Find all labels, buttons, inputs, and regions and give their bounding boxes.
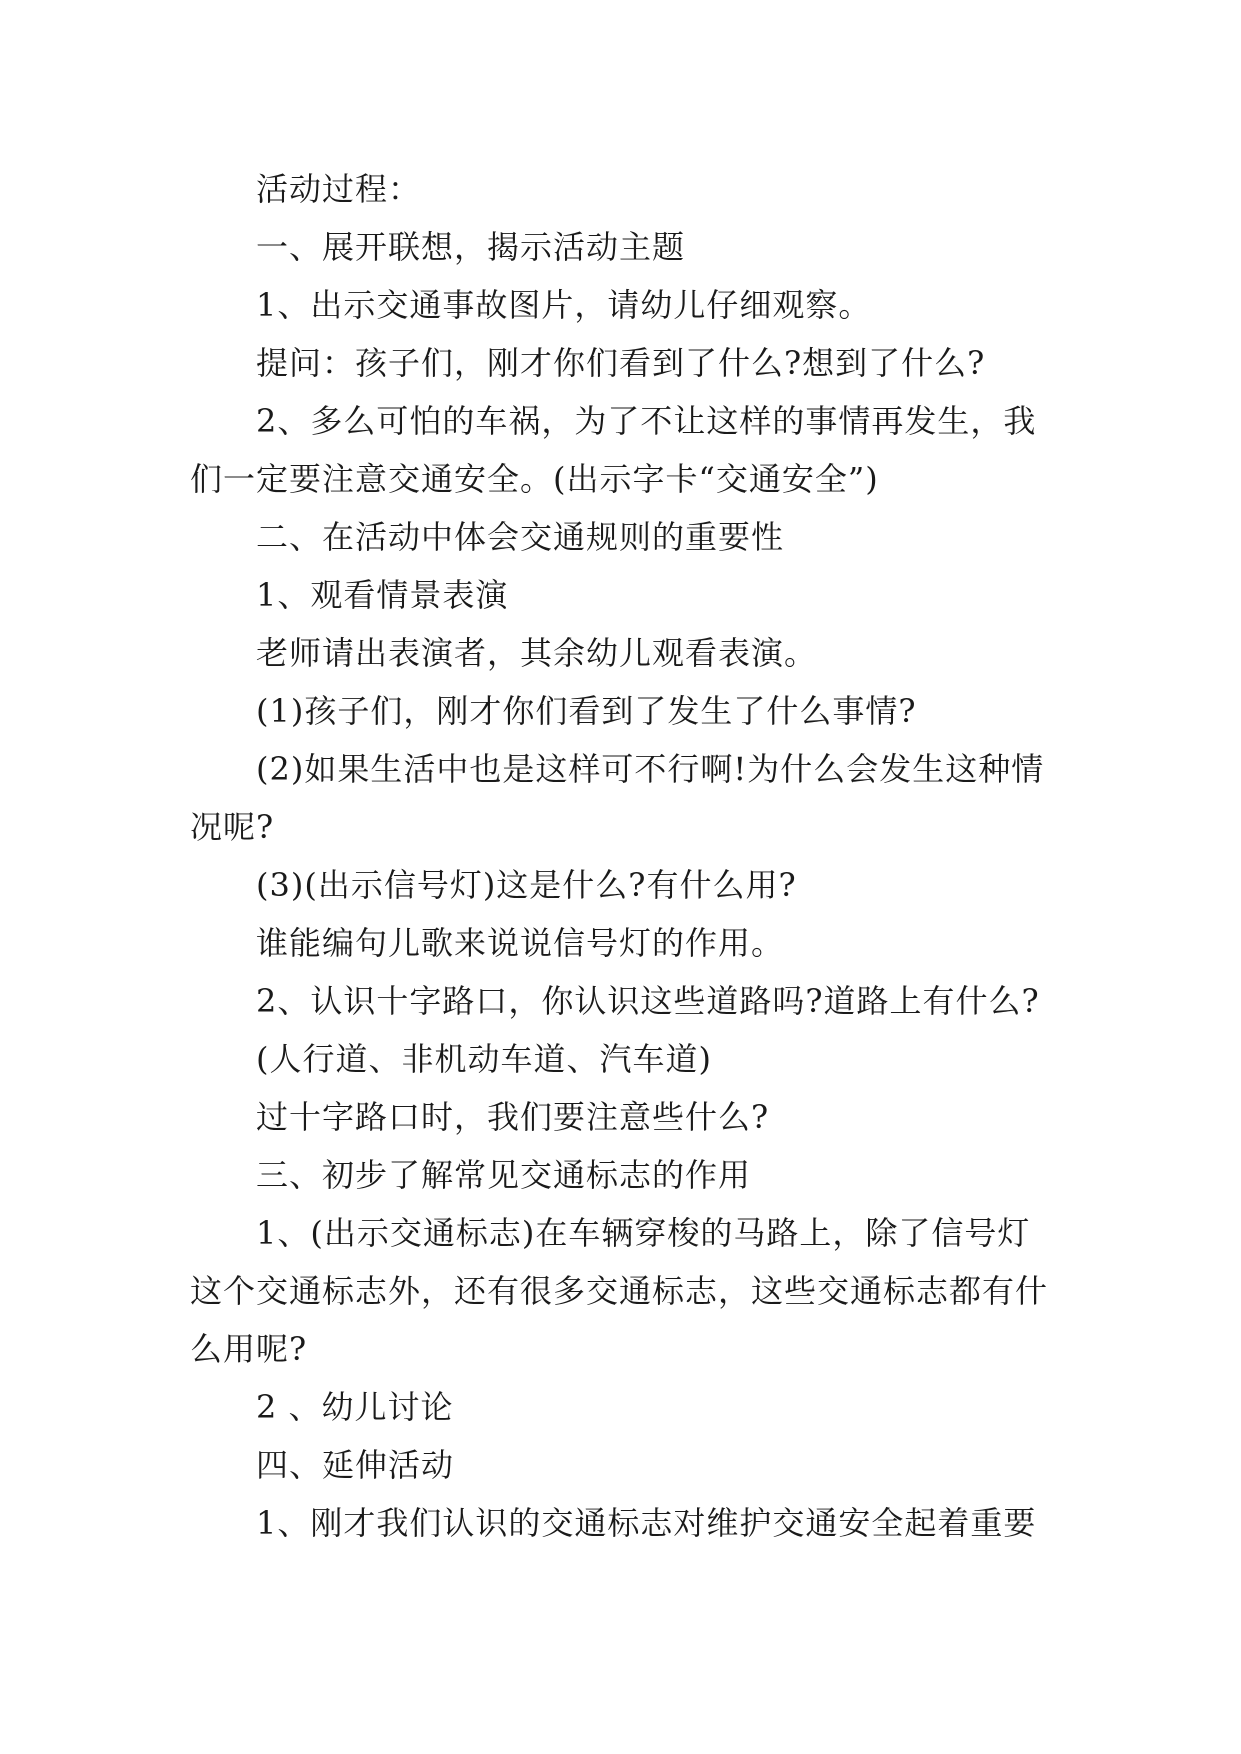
paragraph: (人行道、非机动车道、汽车道) [256, 1040, 712, 1078]
paragraph: (1)孩子们，刚才你们看到了发生了什么事情? [256, 692, 917, 730]
paragraph: 提问：孩子们，刚才你们看到了什么?想到了什么? [256, 344, 986, 382]
paragraph: 2 、幼儿讨论 [256, 1388, 454, 1426]
paragraph-activity-process: 活动过程： [256, 170, 422, 208]
heading-section-1: 一、展开联想，揭示活动主题 [256, 228, 686, 266]
paragraph: 1、(出示交通标志)在车辆穿梭的马路上，除了信号灯这个交通标志外，还有很多交通标志，这些交通标志都有什么用呢? [190, 1214, 1049, 1368]
paragraph: 过十字路口时，我们要注意些什么? [256, 1098, 770, 1136]
paragraph: 老师请出表演者，其余幼儿观看表演。 [256, 634, 818, 672]
paragraph: 1、出示交通事故图片，请幼儿仔细观察。 [256, 286, 872, 324]
paragraph: 谁能编句儿歌来说说信号灯的作用。 [256, 924, 785, 962]
paragraph: 1、观看情景表演 [256, 576, 509, 614]
paragraph: 2、多么可怕的车祸，为了不让这样的事情再发生，我们一定要注意交通安全。(出示字卡“交通安全”) [190, 402, 1037, 498]
paragraph: (2)如果生活中也是这样可不行啊!为什么会发生这种情况呢? [190, 750, 1045, 846]
heading-section-2: 二、在活动中体会交通规则的重要性 [256, 518, 785, 556]
heading-section-4: 四、延伸活动 [256, 1446, 455, 1484]
paragraph: (3)(出示信号灯)这是什么?有什么用? [256, 866, 797, 904]
paragraph: 2、认识十字路口，你认识这些道路吗?道路上有什么? [256, 982, 1040, 1020]
heading-section-3: 三、初步了解常见交通标志的作用 [256, 1156, 752, 1194]
paragraph: 1、刚才我们认识的交通标志对维护交通安全起着重要 [256, 1504, 1037, 1542]
document-body [190, 160, 1060, 1552]
